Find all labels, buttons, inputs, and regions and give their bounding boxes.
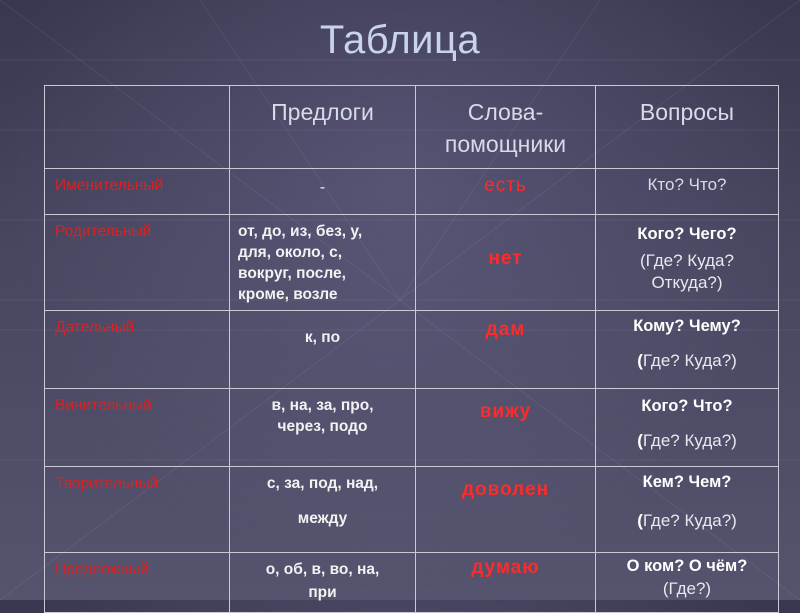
question-sub: (Где? Куда?) xyxy=(637,511,737,530)
case-name: Именительный xyxy=(55,177,164,194)
question-main: Кого? Что? xyxy=(641,397,733,415)
prepositions-line: о, об, в, во, на, xyxy=(265,561,380,578)
prepositions-line: от, до, из, без, у, xyxy=(238,223,363,240)
header-helper-words xyxy=(416,86,596,169)
case-name: Винительный xyxy=(55,397,152,414)
question-cell xyxy=(596,215,779,311)
prepositions-cell xyxy=(230,215,416,311)
question-sub: (Где? Куда?) xyxy=(637,351,737,370)
question-text: Кто? Что? xyxy=(647,175,727,194)
question-main: Кому? Чему? xyxy=(633,317,741,335)
question-sub-line: Откуда?) xyxy=(651,273,723,292)
page-title: Таблица xyxy=(319,18,481,62)
prepositions-line: для, около, с, xyxy=(238,244,343,261)
case-name: Родительный xyxy=(55,223,152,240)
prepositions-line: вокруг, после, xyxy=(238,265,346,282)
question-cell xyxy=(596,553,779,613)
helper-cell xyxy=(416,553,596,613)
case-cell xyxy=(45,215,230,311)
prepositions-line: с, за, под, над, xyxy=(266,475,379,492)
helper-word: доволен xyxy=(461,479,550,500)
helper-word: дам xyxy=(485,319,526,340)
prepositions-cell xyxy=(230,467,416,553)
question-cell xyxy=(596,389,779,467)
question-sub: (Где?) xyxy=(662,579,712,598)
table-row xyxy=(45,467,779,553)
helper-cell xyxy=(416,311,596,389)
helper-word: нет xyxy=(488,247,523,269)
table-row xyxy=(45,215,779,311)
header-questions: Вопросы xyxy=(596,86,779,169)
question-cell xyxy=(596,169,779,215)
helper-cell xyxy=(416,467,596,553)
question-sub: (Где? Куда?) xyxy=(637,431,737,450)
question-main: Кого? Чего? xyxy=(637,225,737,243)
table-row xyxy=(45,169,779,215)
helper-cell xyxy=(416,389,596,467)
prepositions-line: между xyxy=(297,510,348,527)
case-name: Творительный xyxy=(55,475,159,492)
case-cell xyxy=(45,311,230,389)
table-row xyxy=(45,389,779,467)
prepositions-cell xyxy=(230,553,416,613)
table-header-row xyxy=(45,86,779,169)
header-prepositions: Предлоги xyxy=(230,86,416,169)
question-cell xyxy=(596,467,779,553)
helper-word: вижу xyxy=(479,401,532,422)
table-row xyxy=(45,311,779,389)
case-cell xyxy=(45,467,230,553)
helper-word: думаю xyxy=(471,557,540,578)
question-cell xyxy=(596,311,779,389)
prepositions-line: кроме, возле xyxy=(238,286,338,303)
case-name: Дательный xyxy=(55,319,135,336)
helper-cell xyxy=(416,169,596,215)
cases-table xyxy=(44,85,779,613)
case-cell xyxy=(45,389,230,467)
case-cell xyxy=(45,169,230,215)
question-sub-line: (Где? Куда? xyxy=(640,251,734,270)
prepositions-text: - xyxy=(319,179,326,196)
header-empty-cell xyxy=(45,86,230,169)
case-cell xyxy=(45,553,230,613)
helper-word: есть xyxy=(484,175,527,196)
header-helper-line2: помощники xyxy=(444,131,567,157)
case-name: Предложный xyxy=(55,561,149,578)
prepositions-cell xyxy=(230,389,416,467)
prepositions-line: в, на, за, про, xyxy=(271,397,374,414)
question-main: О ком? О чём? xyxy=(626,557,748,575)
prepositions-line: через, подо xyxy=(277,418,368,435)
table-row xyxy=(45,553,779,613)
prepositions-line: при xyxy=(308,584,337,601)
question-main: Кем? Чем? xyxy=(642,473,732,491)
header-helper-line1: Слова- xyxy=(467,99,544,125)
prepositions-text: к, по xyxy=(304,329,341,346)
helper-cell xyxy=(416,215,596,311)
prepositions-cell xyxy=(230,169,416,215)
prepositions-cell xyxy=(230,311,416,389)
